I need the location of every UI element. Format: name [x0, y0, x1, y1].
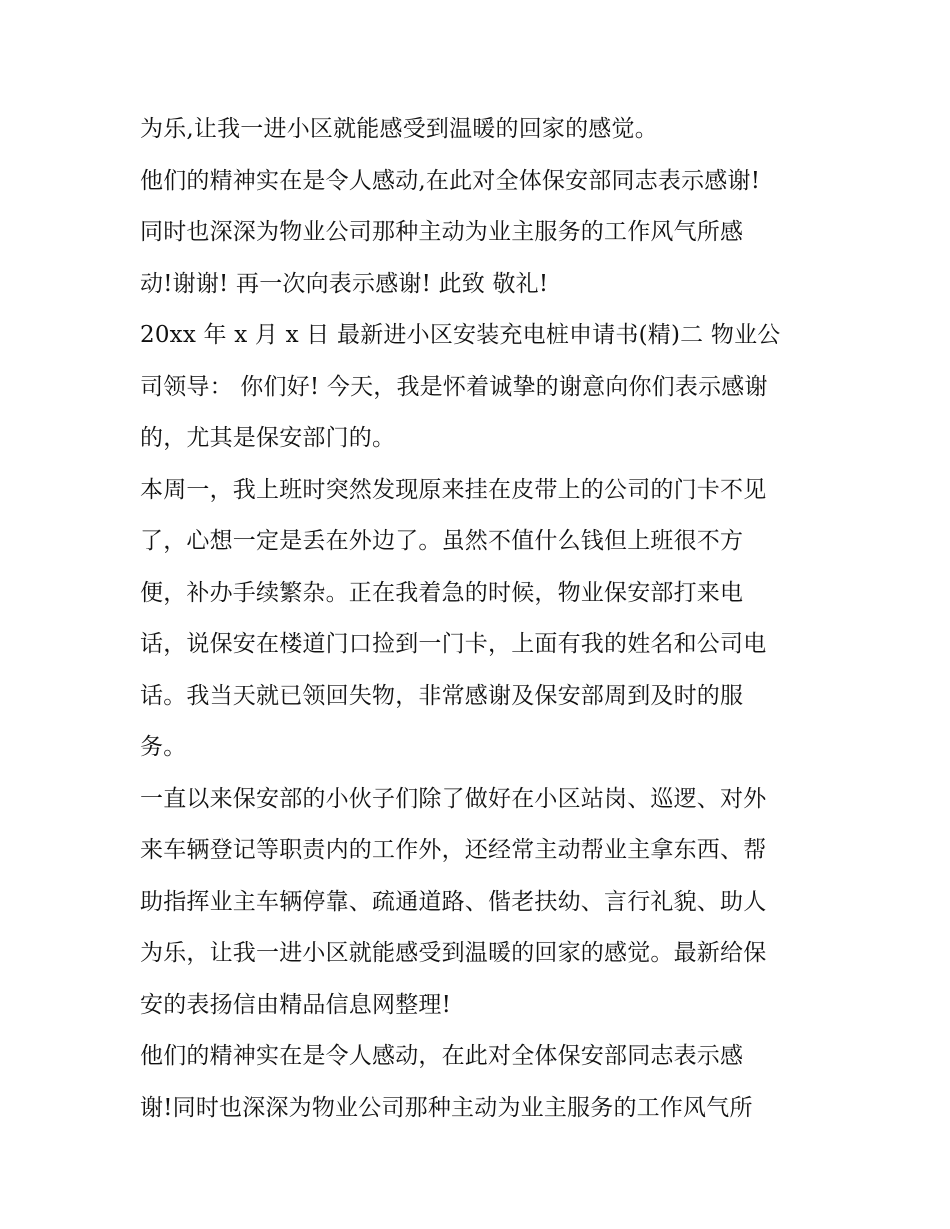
text-line: 助指挥业主车辆停靠、疏通道路、偕老扶幼、言行礼貌、助人 [140, 888, 767, 915]
text-line: 来车辆登记等职责内的工作外，还经常主动帮业主拿东西、帮 [140, 837, 767, 863]
text-line: 为乐,让我一进小区就能感受到温暖的回家的感觉。 [140, 116, 658, 142]
text-line: 动!谢谢! 再一次向表示感谢! 此致 敬礼! [140, 270, 549, 297]
text-line: 务。 [140, 734, 187, 760]
text-line: 便，补办手续繁杂。正在我着急的时候，物业保安部打来电 [140, 579, 744, 606]
text-line: 20xx 年 x 月 x 日 最新进小区安装充电桩申请书(精)二 物业公 [140, 322, 781, 348]
text-line: 谢!同时也深深为物业公司那种主动为业主服务的工作风气所 [140, 1094, 753, 1121]
document-body [140, 104, 830, 1134]
text-line: 本周一，我上班时突然发现原来挂在皮带上的公司的门卡不见 [140, 476, 767, 503]
text-line: 司领导： 你们好! 今天，我是怀着诚挚的谢意向你们表示感谢 [140, 373, 768, 400]
text-line: 为乐，让我一进小区就能感受到温暖的回家的感觉。最新给保 [140, 940, 767, 966]
text-line: 话。我当天就已领回失物，非常感谢及保安部周到及时的服 [140, 682, 744, 709]
text-line: 话，说保安在楼道门口捡到一门卡，上面有我的姓名和公司电 [140, 631, 767, 657]
text-line: 了，心想一定是丢在外边了。虽然不值什么钱但上班很不方 [140, 528, 744, 554]
text-line: 他们的精神实在是令人感动,在此对全体保安部同志表示感谢! [140, 167, 761, 194]
text-line: 同时也深深为物业公司那种主动为业主服务的工作风气所感 [140, 219, 744, 245]
text-line: 一直以来保安部的小伙子们除了做好在小区站岗、巡逻、对外 [140, 785, 767, 812]
text-line: 他们的精神实在是令人感动，在此对全体保安部同志表示感 [140, 1043, 744, 1069]
text-line: 安的表扬信由精品信息网整理! [140, 991, 452, 1018]
text-line: 的，尤其是保安部门的。 [140, 425, 396, 451]
